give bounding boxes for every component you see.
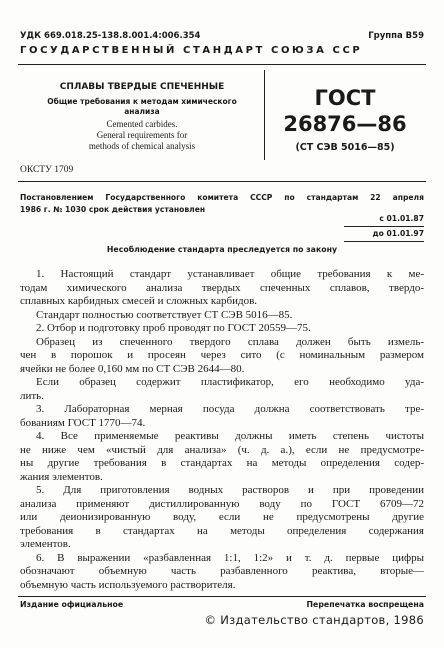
reprint-prohibited: Перепечатка воспрещена [306,600,424,609]
st-sev-number: (СТ СЭВ 5016—85) [295,142,395,153]
body-line: обозначают объемную часть разбавленного реактива, вторые— [20,565,424,577]
gost-number: 26876—86 [283,112,407,136]
body-line: жания элементов. [20,470,103,483]
body-line: тодам химического анализа твердых спеченных сплавов, твердо- [20,281,424,294]
body-line: лить. [20,389,44,402]
title-ru-sub-1: Общие требования к методам химического [47,97,237,106]
gost-label: ГОСТ [314,86,376,110]
decree-line-1: Постановлением Государственного комитета СССР по стандартам 22 апреля [20,193,424,202]
header-rule [18,64,426,65]
body-line: 3. Лабораторная мерная посуда должна соответствовать тре- [36,403,424,415]
body-line: 5. Для приготовления водных растворов и при проведении [36,484,424,496]
body-line: объемную часть используемого растворителя. [20,578,236,591]
udk-code: УДК 669.018.25-138.8.001.4:006.354 [20,31,201,41]
body-line: бованиям ГОСТ 1770—74. [20,416,146,429]
body-line: сплавных карбидных смесей и сложных карбидов. [20,295,258,307]
violation-notice: Несоблюдение стандарта преследуется по закону [106,245,338,254]
body-line: 2. Отбор и подготовку проб проводят по ГОСТ 20559—75. [36,322,311,334]
title-en-3: methods of chemical analysis [88,141,196,151]
valid-to-rule [344,241,424,242]
body-line: 1. Настоящий стандарт устанавливает общие требования к ме- [36,268,424,280]
body-text [20,268,424,592]
body-line: анализа применяют дистиллированную воду по ГОСТ 6709—72 [20,497,424,510]
valid-from-rule [344,226,424,227]
title-ru-main: СПЛАВЫ ТВЕРДЫЕ СПЕЧЕННЫЕ [59,82,225,92]
title-en-1: Cemented carbides. [106,119,178,129]
body-line: 4. Все применяемые реактивы должны иметь степень чистоты [36,430,424,442]
valid-to: до 01.01.97 [372,229,424,238]
okstu-code: ОКСТУ 1709 [20,165,74,175]
official-edition: Издание официальное [20,600,124,609]
body-line: или деионизированную воду, если не предусмотрены другие [20,511,424,523]
title-divider [264,70,265,160]
title-ru-sub-2: анализа [124,107,160,116]
footer-rule [18,596,426,597]
state-standard-heading: ГОСУДАРСТВЕННЫЙ СТАНДАРТ СОЮЗА ССР [20,45,363,56]
okstu-rule [18,181,426,182]
body-line: требования в стандартах на методы определения содержания [20,524,424,537]
body-line: 6. В выражении «разбавленная 1:1, 1:2» и т. д. первые цифры [36,551,424,564]
body-line: чен в порошок и просеян через сито (с номинальным размером [20,349,424,361]
body-line: Если образец содержит пластификатор, его необходимо уда- [36,376,424,388]
body-line: ны другие требования в стандартах на методы определения содер- [20,457,424,469]
publisher-copyright: © Издательство стандартов, 1986 [204,613,424,627]
decree-line-2: 1986 г. № 1030 срок действия установлен [20,205,206,214]
body-line: не ниже чем «чистый для анализа» (ч. д. а.), если не предусмотре- [20,443,424,456]
title-en-2: General requirements for [96,130,188,140]
body-line: Стандарт полностью соответствует СТ СЭВ 5016—85. [36,308,293,321]
body-line: ячейки не более 0,160 мм по СТ СЭВ 2644—80. [20,362,245,375]
group-code: Группа В59 [368,31,424,41]
body-line: Образец из спеченного твердого сплава должен быть измель- [36,335,424,348]
body-line: элементов. [20,538,71,550]
valid-from: с 01.01.87 [379,214,424,223]
